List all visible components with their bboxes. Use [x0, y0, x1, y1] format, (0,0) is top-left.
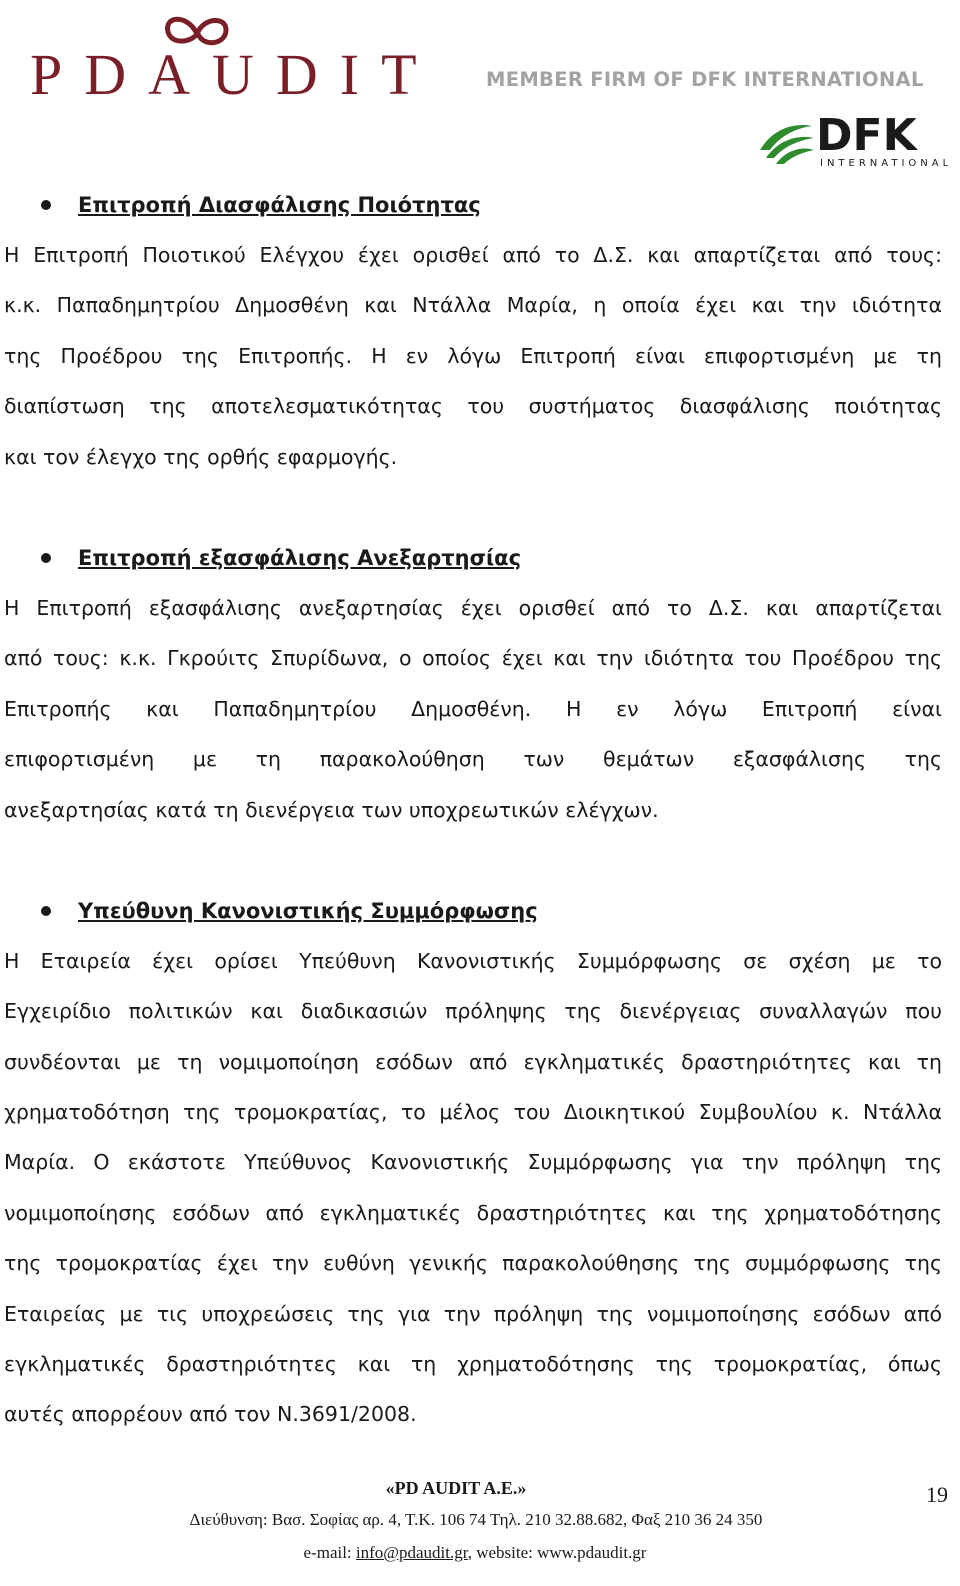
section-heading: [4, 886, 942, 936]
section-gap: [4, 482, 942, 533]
paragraph-line: Επιτροπής και Παπαδημητρίου Δημοσθένη. Η εν λόγω Επιτροπή είναι: [4, 696, 942, 721]
section-compliance-officer: [4, 886, 942, 1440]
pdaudit-logo: [28, 4, 439, 107]
paragraph-line: Η Εταιρεία έχει ορίσει Υπεύθυνη Κανονιστικής Συμμόρφωσης σε σχέση με το: [4, 948, 942, 973]
page-header: [0, 0, 960, 175]
paragraph-line: εγκληματικές δραστηριότητες και τη χρηματοδότησης της τρομοκρατίας, όπως: [4, 1352, 942, 1377]
dfk-logo-text: DFK: [816, 110, 917, 161]
bullet-icon: [41, 553, 51, 563]
section-heading-text: Επιτροπή εξασφάλισης Ανεξαρτησίας: [78, 545, 522, 570]
bullet-icon: [41, 906, 51, 916]
paragraph-line: συνδέονται με τη νομιμοποίηση εσόδων από εγκληματικές δραστηριότητες και τη: [4, 1049, 942, 1074]
dfk-logo-subtext: INTERNATIONAL: [820, 158, 953, 169]
page-number: 19: [926, 1482, 948, 1507]
footer-company-name: «PD AUDIT A.E.»: [385, 1478, 527, 1498]
paragraph-line: ανεξαρτησίας κατά τη διενέργεια των υποχρεωτικών ελέγχων.: [4, 797, 659, 822]
dfk-logo: [752, 100, 952, 172]
section-independence-committee: [4, 533, 942, 835]
page-footer: [0, 1470, 960, 1586]
bullet-icon: [41, 200, 51, 210]
section-gap: [4, 835, 942, 886]
paragraph-line: Η Επιτροπή εξασφάλισης ανεξαρτησίας έχει ορισθεί από το Δ.Σ. και απαρτίζεται: [4, 595, 942, 620]
section-heading: [4, 180, 942, 230]
email-link[interactable]: info@pdaudit.gr: [355, 1543, 468, 1562]
paragraph-line: Εταιρείας με τις υποχρεώσεις της για την πρόληψη της νομιμοποίησης εσόδων από: [4, 1301, 942, 1326]
pdaudit-logo-text: PDAUDIT: [30, 42, 439, 107]
email-label: e-mail:: [303, 1543, 356, 1562]
paragraph-line: χρηματοδότηση της τρομοκρατίας, το μέλος του Διοικητικού Συμβουλίου κ. Ντάλλα: [4, 1100, 942, 1125]
section-heading-text: Υπεύθυνη Κανονιστικής Συμμόρφωσης: [78, 898, 538, 923]
paragraph-line: επιφορτισμένη με τη παρακολούθηση των θεμάτων εξασφάλισης της: [4, 747, 942, 772]
paragraph-line: διαπίστωση της αποτελεσματικότητας του συστήματος διασφάλισης ποιότητας: [4, 394, 942, 419]
paragraph-line: από τους: κ.κ. Γκρούιτς Σπυρίδωνα, ο οποίος έχει και την ιδιότητα του Προέδρου της: [4, 646, 942, 671]
paragraph-line: Μαρία. Ο εκάστοτε Υπεύθυνος Κανονιστικής Συμμόρφωσης για την πρόληψη της: [4, 1150, 942, 1175]
paragraph-line: Η Επιτροπή Ποιοτικού Ελέγχου έχει ορισθεί από το Δ.Σ. και απαρτίζεται από τους:: [4, 243, 942, 267]
paragraph-line: και τον έλεγχο της ορθής εφαρμογής.: [4, 444, 398, 469]
paragraph-line: της Προέδρου της Επιτροπής. Η εν λόγω Επιτροπή είναι επιφορτισμένη με τη: [4, 343, 942, 368]
footer-contact: [0, 1543, 950, 1563]
website-label: , website:: [467, 1543, 538, 1562]
paragraph-line: της τρομοκρατίας έχει την ευθύνη γενικής παρακολούθησης της συμμόρφωσης της: [4, 1251, 942, 1276]
section-heading-text: Επιτροπή Διασφάλισης Ποιότητας: [78, 193, 481, 217]
footer-address: Διεύθυνση: Βασ. Σοφίας αρ. 4, Τ.Κ. 106 74 Τηλ. 210 32.88.682, Φαξ 210 36 24 350: [189, 1510, 763, 1529]
paragraph-line: Εγχειρίδιο πολιτικών και διαδικασιών πρόληψης της διενέργειας συναλλαγών που: [4, 999, 942, 1024]
website-text: www.pdaudit.gr: [537, 1543, 647, 1562]
paragraph-line: αυτές απορρέουν από τον Ν.3691/2008.: [4, 1402, 417, 1427]
document-body: [4, 180, 942, 1440]
section-quality-committee: [4, 180, 942, 482]
paragraph-line: κ.κ. Παπαδημητρίου Δημοσθένη και Ντάλλα Μαρία, η οποία έχει και την ιδιότητα: [4, 293, 942, 318]
member-firm-text: MEMBER FIRM OF DFK INTERNATIONAL: [486, 68, 924, 91]
paragraph-line: νομιμοποίησης εσόδων από εγκληματικές δραστηριότητες και της χρηματοδότησης: [4, 1200, 942, 1225]
section-heading: [4, 533, 942, 583]
